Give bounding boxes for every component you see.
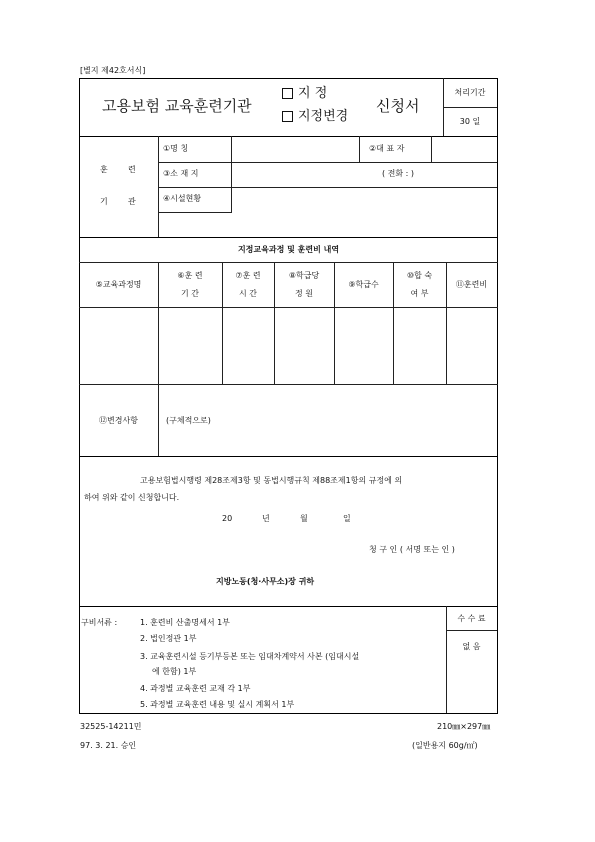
document-item: 3. 교육훈련시설 등기부등본 또는 임대차계약서 사본 (임대시설 (140, 652, 360, 661)
training-fee-header: ⑪훈련비 (455, 280, 488, 289)
form-title-right: 신청서 (376, 97, 420, 115)
phone-text: ( 전화 : ) (382, 169, 415, 178)
declaration-line2: 하여 위와 같이 신청합니다. (84, 493, 180, 502)
change-checkbox[interactable] (282, 111, 293, 122)
option-change: 지정변경 (282, 109, 348, 125)
paper-size: 210㎜×297㎜ (437, 722, 491, 731)
date-year-prefix: 20 (222, 514, 233, 523)
paper-spec: (일반용지 60g/㎡) (412, 741, 478, 750)
date-day: 일 (343, 514, 351, 523)
change-label: ⑫변경사항 (99, 416, 138, 425)
applicant-signature[interactable]: 청 구 인 ( 서명 또는 인 ) (369, 545, 455, 554)
facility-field[interactable] (232, 188, 496, 236)
change-field[interactable]: (구체적으로) (166, 416, 211, 425)
address-field[interactable] (232, 163, 496, 187)
name-field[interactable] (232, 137, 358, 161)
date-year: 년 (262, 514, 270, 523)
date-month: 월 (300, 514, 308, 523)
processing-period-value: 30 일 (459, 117, 481, 126)
fee-value: 없 음 (462, 642, 481, 651)
facility-label: ④시설현황 (163, 194, 202, 203)
document-item: 2. 법인정관 1부 (140, 634, 197, 643)
document-item: 4. 과정별 교육훈련 교재 각 1부 (140, 684, 251, 693)
course-name-header: ⑤교육과정명 (95, 280, 142, 289)
form-code: [별지 제42호서식] (80, 66, 146, 75)
fee-label: 수 수 료 (457, 614, 486, 623)
form-title-left: 고용보험 교육훈련기관 (102, 97, 252, 115)
approval-date: 97. 3. 21. 승인 (80, 741, 137, 750)
representative-field[interactable] (432, 137, 496, 161)
course-section-title: 지정교육과정 및 훈련비 내역 (237, 245, 340, 254)
document-item: 1. 훈련비 산출명세서 1부 (140, 618, 230, 627)
address-label: ③소 재 지 (163, 169, 199, 178)
representative-label: ②대 표 자 (369, 144, 405, 153)
document-item-continuation: 에 한함) 1부 (152, 667, 197, 676)
processing-period-label: 처리기간 (454, 88, 486, 97)
option-designation: 지 정 (282, 86, 327, 102)
designation-checkbox[interactable] (282, 88, 293, 99)
documents-label: 구비서류 : (81, 618, 118, 627)
declaration-line1: 고용보험법시행령 제28조제3항 및 동법시행규칙 제88조제1항의 규정에 의 (140, 476, 403, 485)
name-label: ①명 칭 (163, 144, 189, 153)
course-data-area[interactable] (80, 308, 497, 383)
document-item: 5. 과정별 교육훈련 내용 및 실시 계획서 1부 (140, 700, 295, 709)
recipient-text: 지방노동(청·사무소)장 귀하 (216, 577, 315, 586)
form-code-number: 32525-14211민 (80, 722, 142, 731)
